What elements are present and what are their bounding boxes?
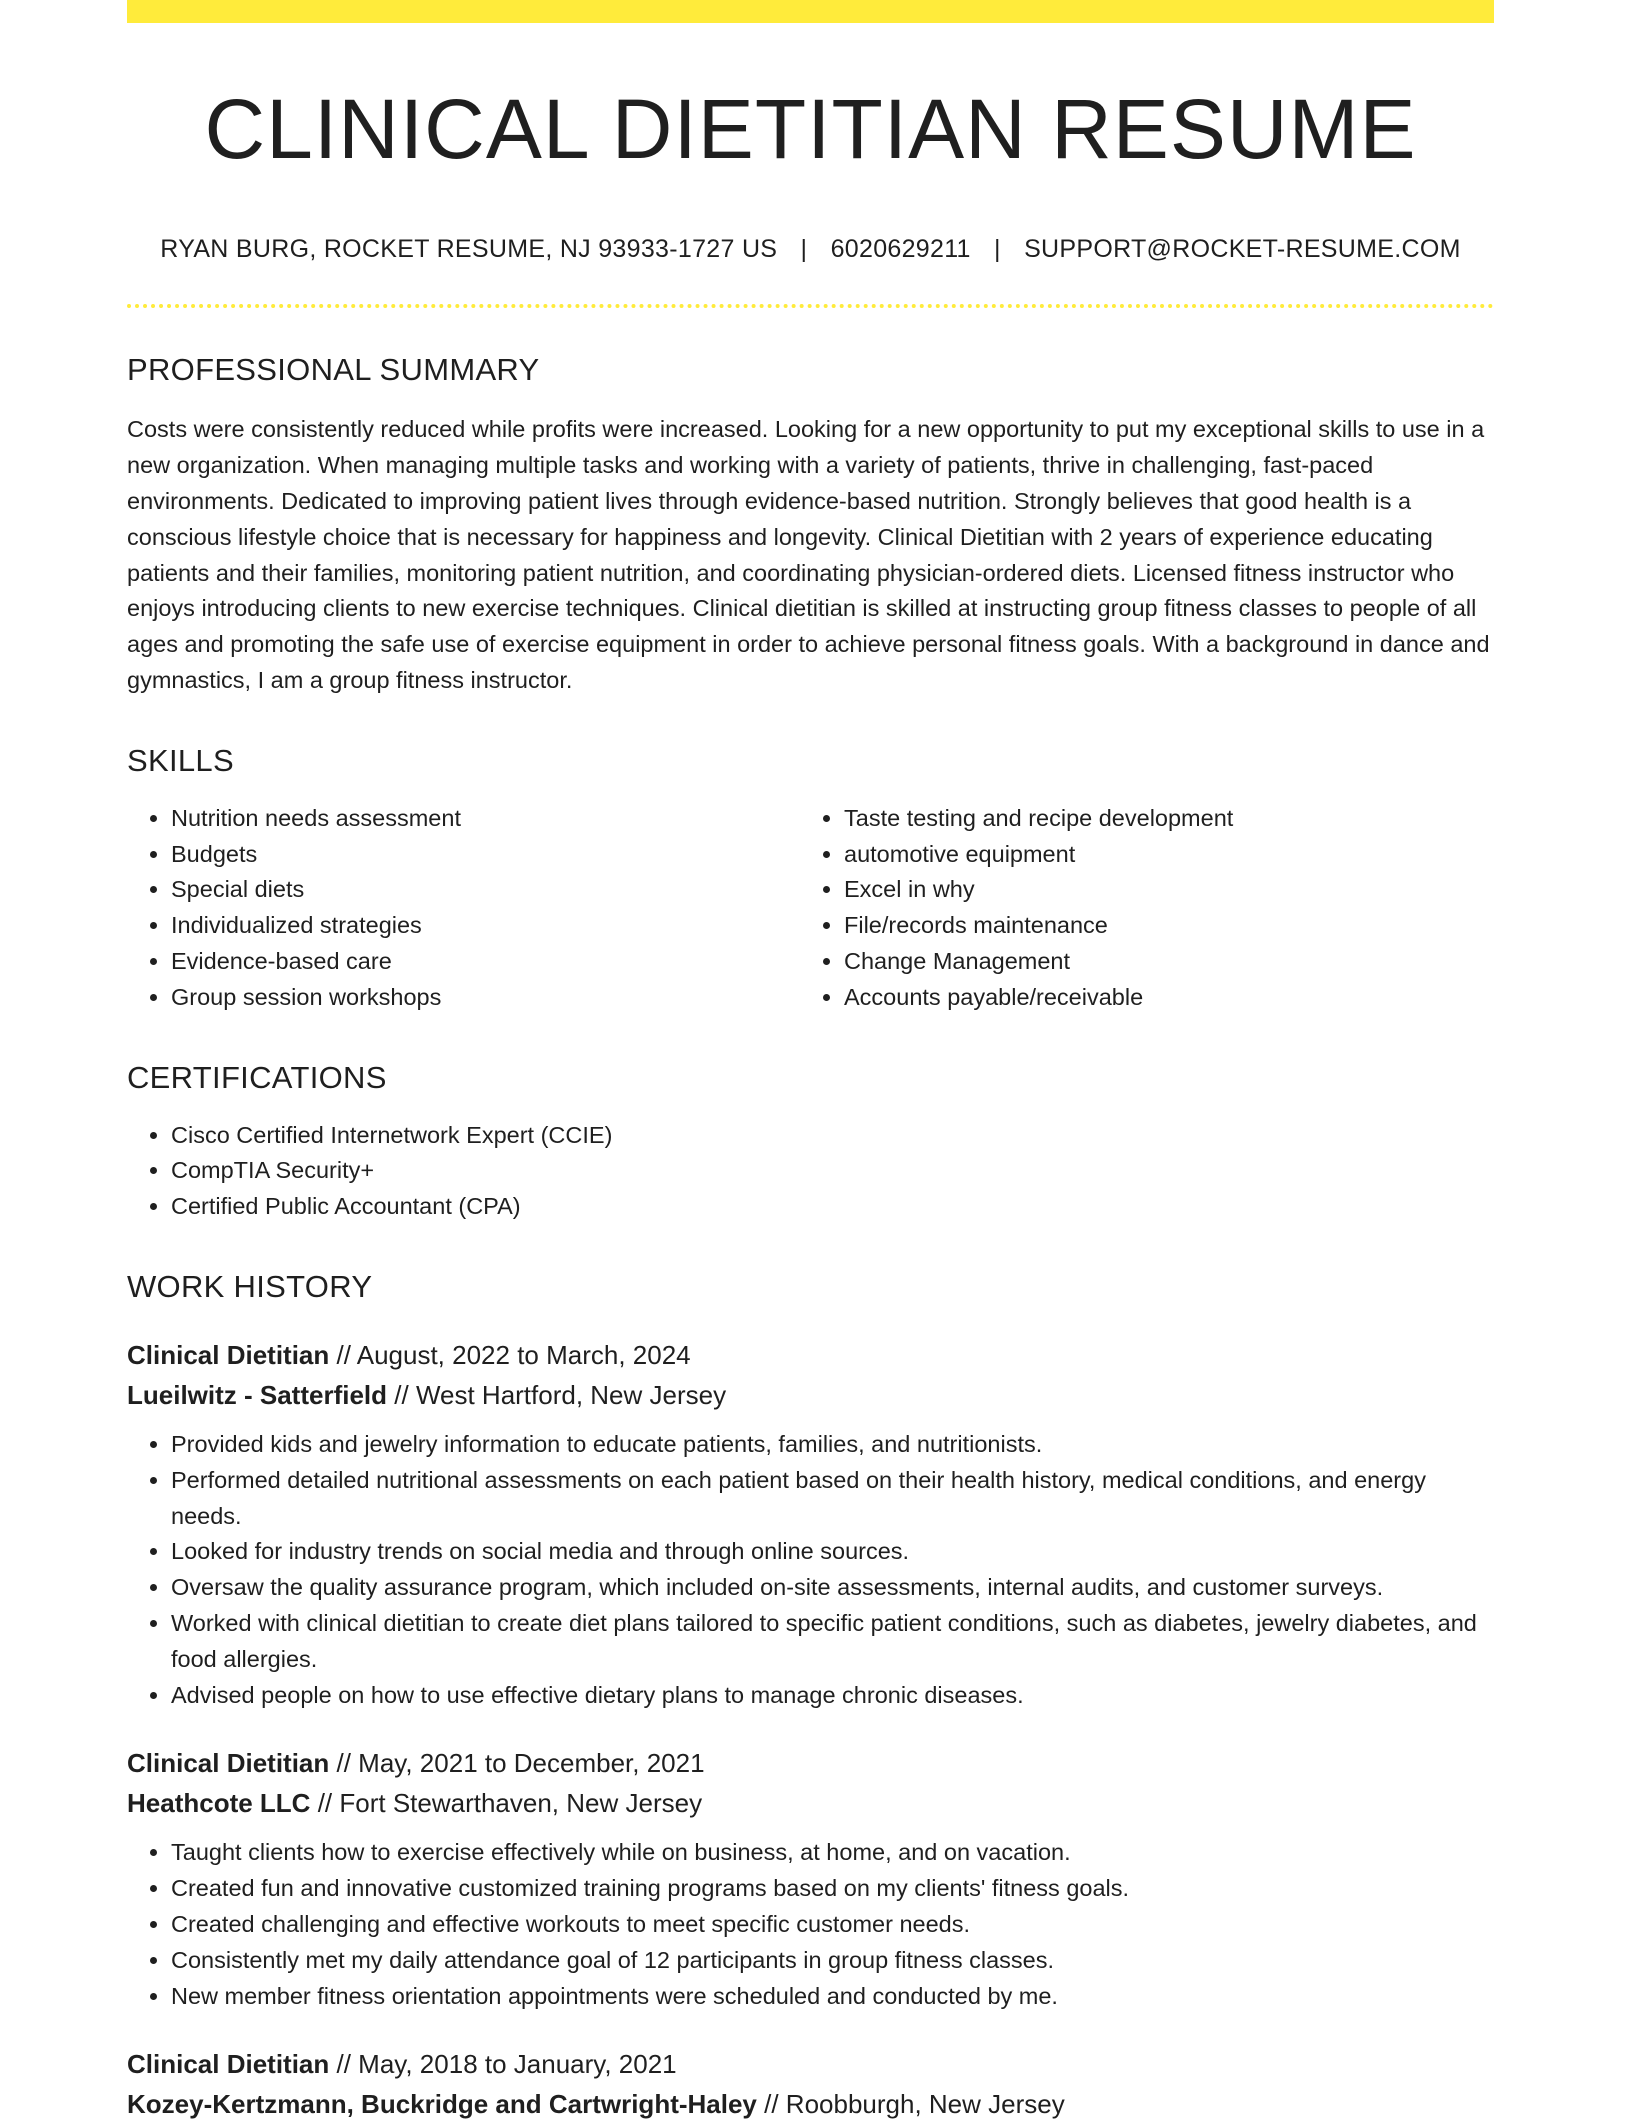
- job-company: Heathcote LLC: [127, 1788, 311, 1819]
- skill-item: • Excel in why: [844, 872, 1473, 908]
- certification-item: • Certified Public Accountant (CPA): [171, 1189, 1494, 1225]
- job-location: Roobburgh, New Jersey: [785, 2089, 1065, 2120]
- contact-email: SUPPORT@ROCKET-RESUME.COM: [1024, 235, 1461, 264]
- job-bullet: • Looked for industry trends on social media and through online sources.: [171, 1534, 1494, 1570]
- skill-item: • File/records maintenance: [844, 908, 1473, 944]
- job-title-line: [127, 1335, 1494, 1375]
- job-title-line: [127, 1743, 1494, 1783]
- skills-heading: SKILLS: [127, 742, 234, 778]
- job-title: Clinical Dietitian: [127, 1339, 330, 1370]
- certification-item: • Cisco Certified Internetwork Expert (CCIE): [171, 1118, 1494, 1154]
- job-bullets: [127, 1427, 1494, 1713]
- resume-title: CLINICAL DIETITIAN RESUME: [204, 82, 1417, 176]
- job-title: Clinical Dietitian: [127, 1748, 330, 1779]
- skill-item: • Individualized strategies: [171, 908, 800, 944]
- contact-phone: 6020629211: [830, 235, 971, 264]
- job-bullet: • Worked with clinical dietitian to create diet plans tailored to specific patient conditions, such as diabetes, jewelry diabetes, and food allergies.: [171, 1606, 1494, 1678]
- job-separator: //: [756, 2089, 786, 2120]
- summary-text: Costs were consistently reduced while profits were increased. Looking for a new opportunity to put my exceptional skills to use in a new organization. When managing multiple tasks and working with a variety of patients, thrive in challenging, fast-paced environments. Dedicated to improving patient lives through evidence-based nutrition. Strongly believes that good health is a conscious lifestyle choice that is necessary for happiness and longevity. Clinical Dietitian with 2 years of experience educating patients and their families, monitoring patient nutrition, and coordinating physician-ordered diets. Licensed fitness instructor who enjoys introducing clients to new exercise techniques. Clinical dietitian is skilled at instructing group fitness classes to people of all ages and promoting the safe use of exercise equipment in order to achieve personal fitness goals. With a background in dance and gymnastics, I am a group fitness instructor.: [127, 416, 1490, 693]
- skills-list: [127, 801, 1494, 1016]
- contact-separator: |: [800, 235, 808, 264]
- skill-item: • Budgets: [171, 837, 800, 873]
- skill-item: • Nutrition needs assessment: [171, 801, 800, 837]
- job-bullet: • Provided kids and jewelry information to educate patients, families, and nutritionists.: [171, 1427, 1494, 1463]
- skill-item: • Group session workshops: [171, 980, 800, 1016]
- skill-item: • Change Management: [844, 944, 1473, 980]
- job-company-line: [127, 2084, 1494, 2124]
- job-company: Kozey-Kertzmann, Buckridge and Cartwright-Haley: [127, 2089, 757, 2120]
- job-bullet: • Performed detailed nutritional assessments on each patient based on their health history, medical conditions, and energy needs.: [171, 1463, 1494, 1535]
- job-separator: //: [329, 1748, 359, 1779]
- job-location: West Hartford, New Jersey: [415, 1379, 727, 1410]
- resume-content: [127, 0, 1494, 2124]
- skills-column-left: [127, 801, 800, 1016]
- job-separator: //: [310, 1788, 340, 1819]
- certifications-list: [127, 1118, 1494, 1225]
- job-dates: August, 2022 to March, 2024: [356, 1339, 691, 1370]
- job-bullet: • Oversaw the quality assurance program, which included on-site assessments, internal audits, and customer surveys.: [171, 1570, 1494, 1606]
- job-dates: May, 2021 to December, 2021: [358, 1748, 705, 1779]
- contact-line: [127, 235, 1494, 264]
- summary-heading: PROFESSIONAL SUMMARY: [127, 352, 540, 388]
- job-bullet: • Taught clients how to exercise effectively while on business, at home, and on vacation.: [171, 1835, 1494, 1871]
- job-entry: [127, 1743, 1494, 2014]
- job-bullets: [127, 1835, 1494, 2014]
- job-bullet: • Created challenging and effective workouts to meet specific customer needs.: [171, 1907, 1494, 1943]
- skill-item: • Accounts payable/receivable: [844, 980, 1473, 1016]
- skill-item: • Taste testing and recipe development: [844, 801, 1473, 837]
- work-history-heading: WORK HISTORY: [127, 1268, 373, 1304]
- job-title: Clinical Dietitian: [127, 2049, 330, 2080]
- job-company: Lueilwitz - Satterfield: [127, 1379, 388, 1410]
- job-bullet: • Advised people on how to use effective dietary plans to manage chronic diseases.: [171, 1678, 1494, 1714]
- job-bullet: • Consistently met my daily attendance goal of 12 participants in group fitness classes.: [171, 1943, 1494, 1979]
- job-separator: //: [387, 1379, 416, 1410]
- certifications-heading: CERTIFICATIONS: [127, 1059, 387, 1095]
- skills-column-right: [800, 801, 1473, 1016]
- top-accent-bar: [127, 0, 1494, 23]
- contact-address: RYAN BURG, ROCKET RESUME, NJ 93933-1727 US: [160, 235, 778, 264]
- skill-item: • automotive equipment: [844, 837, 1473, 873]
- job-title-line: [127, 2044, 1494, 2084]
- job-bullet: • New member fitness orientation appointments were scheduled and conducted by me.: [171, 1979, 1494, 2015]
- certification-item: • CompTIA Security+: [171, 1153, 1494, 1189]
- job-separator: //: [329, 1339, 357, 1370]
- skill-item: • Evidence-based care: [171, 944, 800, 980]
- job-company-line: [127, 1375, 1494, 1415]
- job-location: Fort Stewarthaven, New Jersey: [339, 1788, 703, 1819]
- job-entry: [127, 2044, 1494, 2124]
- skill-item: • Special diets: [171, 872, 800, 908]
- job-entry: [127, 1335, 1494, 1713]
- contact-separator: |: [994, 235, 1001, 264]
- job-separator: //: [329, 2049, 359, 2080]
- job-company-line: [127, 1783, 1494, 1823]
- dotted-divider: [127, 304, 1494, 308]
- job-bullet: • Created fun and innovative customized training programs based on my clients' fitness goals.: [171, 1871, 1494, 1907]
- job-dates: May, 2018 to January, 2021: [358, 2049, 677, 2080]
